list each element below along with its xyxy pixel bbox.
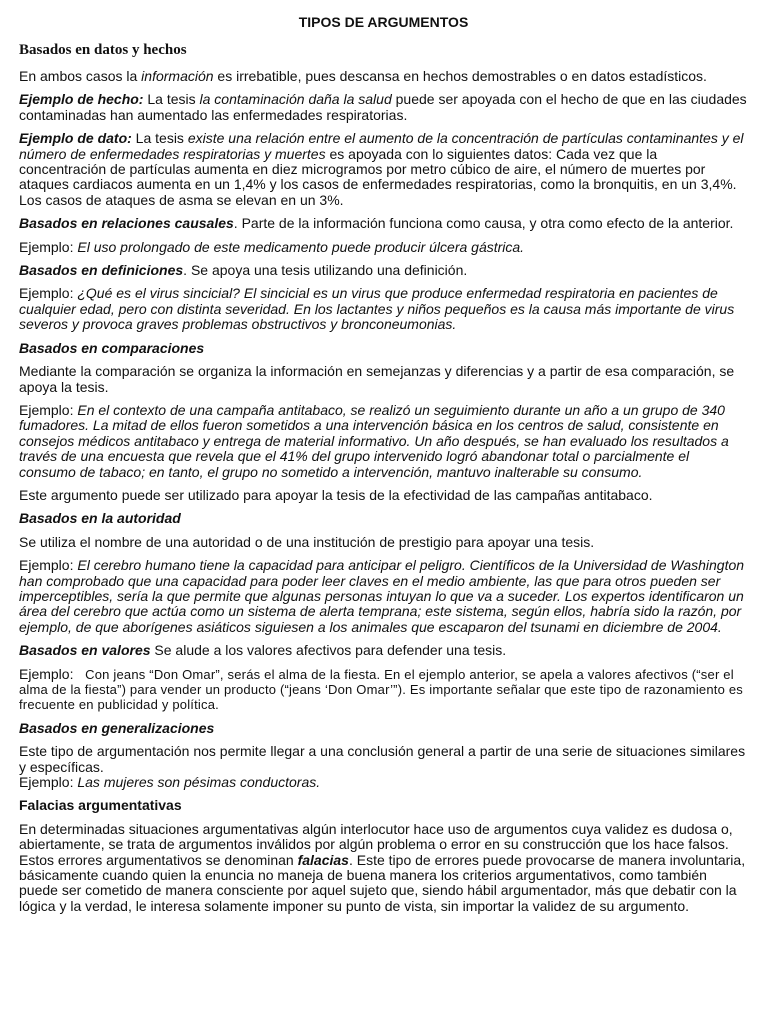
paragraph-intro [19, 69, 748, 84]
text: Ejemplo: [19, 401, 78, 418]
paragraph-autoridad: Se utiliza el nombre de una autoridad o de una institución de prestigio para apoyar una tesis. [19, 533, 595, 550]
text: Ejemplo: [19, 238, 78, 255]
paragraph-ejemplo-dato [19, 131, 748, 208]
label-ejemplo-dato: Ejemplo de dato: [19, 130, 132, 147]
emphasis: En el contexto de una campaña antitabaco, se realizó un seguimiento durante un año a un grupo de 340 fumadores. La mitad de ellos fueron sometidos a una intervención básica en los centros de salud, consistente en consejos médicos antitabaco y entrega de material informativo. Un año después, se han evaluado los resultados a través de una encuesta que revela que el 41% del grupo intervenido logró abandonar total o parcialmente el consumo de tabaco; en tanto, el grupo no sometido a intervención, mantuvo inalterable su consumo. [19, 401, 729, 480]
label-causales: Basados en relaciones causales [19, 215, 234, 232]
paragraph-generalizaciones: Este tipo de argumentación nos permite llegar a una conclusión general a partir de una serie de situaciones similares y específicas. [19, 743, 746, 775]
paragraph-valores-ejemplo [19, 667, 748, 713]
paragraph-definiciones-ejemplo [19, 286, 748, 332]
text: . Parte de la información funciona como causa, y otra como efecto de la anterior. [233, 215, 734, 232]
text: Ejemplo: [19, 285, 78, 302]
paragraph-comparaciones-ejemplo [19, 403, 748, 480]
label-ejemplo-hecho: Ejemplo de hecho: [19, 91, 144, 108]
text: . Este tipo de errores puede provocarse de manera involuntaria, básicamente cuando quien la enuncia no maneja de buena manera los criterios argumentativos, como también puede ser cometido de manera consciente por aquel sujeto que, siendo hábil argumentador, más que debatir con la lógica y la verdad, le interesa solamente imponer su punto de vista, sin importar la validez de su argumento. [19, 851, 746, 914]
text: es apoyada con lo siguientes datos: Cada vez que la concentración de partículas aumenta en diez microgramos por metro cúbico de aire, el número de muertes por ataques cardiacos aumenta en un 1,4% y los casos de enfermedades respiratorias, como la bronquitis, en un 3,4%. Los casos de ataques de asma se elevan en un 3%. [19, 145, 737, 208]
paragraph-definiciones [19, 263, 748, 278]
document-title: TIPOS DE ARGUMENTOS [298, 14, 469, 30]
text: Con jeans “Don Omar”, serás el alma de la fiesta. En el ejemplo anterior, se apela a valores afectivos (“ser el alma de la fiesta”) para vender un producto (“jeans ‘Don Omar’”). Es importante señalar que este tipo de razonamiento es frecuente en publicidad y política. [19, 666, 743, 713]
paragraph-generalizaciones-ejemplo [19, 775, 748, 790]
emphasis: ¿Qué es el virus sincicial? El sincicial es un virus que produce enfermedad respiratoria en pacientes de cualquier edad, pero con distinta severidad. En los lactantes y niños pequeños es la causa más importante de virus severos y provoca graves problemas obstructivos y bronconeumonias. [19, 285, 735, 333]
emphasis: información [141, 68, 214, 84]
text: En determinadas situaciones argumentativas algún interlocutor hace uso de argumentos cuya validez es dudosa o, abiertamente, se trata de argumentos inválidos por algún problema o error en su construcción que los hace falsos. Estos errores argumentativos se denominan [19, 820, 733, 868]
heading-generalizaciones: Basados en generalizaciones [19, 719, 215, 736]
text: La tesis [131, 130, 188, 147]
text: puede ser apoyada con el hecho de que en las ciudades contaminadas han aumentado las enfermedades respiratorias. [19, 91, 747, 123]
text: Se alude a los valores afectivos para defender una tesis. [150, 642, 507, 659]
heading-autoridad: Basados en la autoridad [19, 510, 181, 527]
text: La tesis [143, 91, 200, 108]
text: . Se apoya una tesis utilizando una definición. [183, 262, 468, 279]
paragraph-valores [19, 643, 748, 658]
emphasis: falacias [297, 851, 349, 868]
emphasis: El uso prolongado de este medicamento puede producir úlcera gástrica. [77, 238, 525, 255]
paragraph-autoridad-ejemplo [19, 558, 748, 635]
paragraph-falacias [19, 822, 748, 914]
text: Ejemplo: [19, 665, 86, 682]
paragraph-comparaciones: Mediante la comparación se organiza la información en semejanzas y diferencias y a partir de esa comparación, se apoya la tesis. [19, 363, 735, 395]
text: es irrebatible, pues descansa en hechos demostrables o en datos estadísticos. [213, 68, 707, 84]
emphasis: la contaminación daña la salud [199, 91, 392, 108]
emphasis: El cerebro humano tiene la capacidad para anticipar el peligro. Científicos de la Universidad de Washington han comprobado que una capacidad para poder leer claves en el medio ambiente, las que para otros pueden ser imperceptibles, sería la que permite que algunas personas intuyan lo que va a suceder. Los expertos identificaron un área del cerebro que actúa como un sistema de alerta temprana; este sistema, según ellos, habría sido la razón, por ejemplo, de que aborígenes asiáticos siguiesen a los animales que escaparon del tsunami en diciembre de 2004. [19, 557, 745, 635]
label-definiciones: Basados en definiciones [19, 262, 184, 279]
paragraph-ejemplo-hecho [19, 92, 748, 123]
paragraph-comparaciones-after: Este argumento puede ser utilizado para apoyar la tesis de la efectividad de las campañas antitabaco. [19, 486, 653, 503]
emphasis: Las mujeres son pésimas conductoras. [77, 774, 321, 791]
paragraph-causales [19, 216, 748, 231]
heading-falacias: Falacias argumentativas [19, 797, 182, 814]
text: En ambos casos la [19, 68, 142, 84]
paragraph-causales-ejemplo [19, 240, 748, 255]
heading-comparaciones: Basados en comparaciones [19, 339, 205, 356]
label-valores: Basados en valores [19, 642, 151, 659]
text: Ejemplo: [19, 557, 78, 574]
text: Ejemplo: [19, 774, 78, 791]
section-heading-datos-hechos: Basados en datos y hechos [19, 42, 187, 58]
emphasis: existe una relación entre el aumento de la concentración de partículas contaminantes y el número de enfermedades respiratorias y muertes [19, 130, 744, 162]
